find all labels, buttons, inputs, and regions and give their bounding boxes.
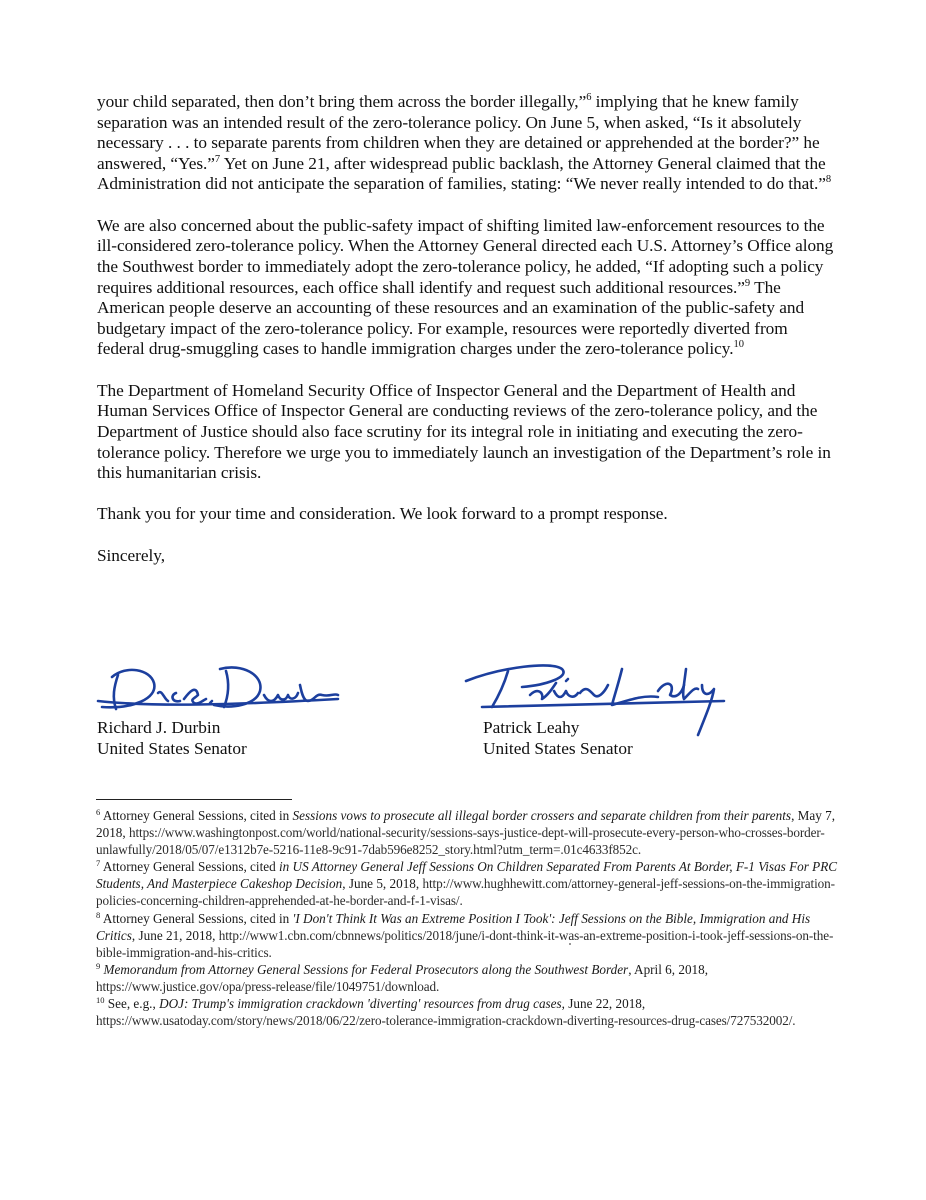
- signature-block-leahy: [483, 717, 633, 759]
- footnotes: [96, 807, 840, 1029]
- footnote-ref-10: 10: [733, 339, 744, 351]
- footnote-separator: [96, 799, 292, 800]
- paragraph-public-safety: We are also concerned about the public-safety impact of shifting limited law-enforcement resources to the ill-considered zero-tolerance policy. When the Attorney General directed each U.S. Attorney’s Office along the Southwest border to immediately adopt the zero-tolerance policy, he added, “If adopting such a policy requires additional resources, each office shall identify and request such additional resources.”$^9$ The American people deserve an accounting of these resources and an examination of the public-safety and budgetary impact of the zero-tolerance policy. For example, resources were reportedly diverted from federal drug-smuggling cases to handle immigration charges under the zero-tolerance policy.$^{10}$: [97, 215, 834, 359]
- footnote-link: http://www1.cbn.com/cbnnews/politics/2018/june/i-dont-think-it-was-an-extreme-position-i-took-jeff-sessions-on-the-bible-immigration-and-his-critics.: [96, 927, 834, 960]
- signer-name: Richard J. Durbin: [97, 718, 221, 737]
- footnote-ref-8: 8: [825, 174, 832, 186]
- closing-salutation: Sincerely,: [97, 545, 165, 565]
- signer-title: United States Senator: [97, 739, 247, 758]
- footnote-ref-9: 9: [744, 277, 751, 289]
- footnote-ref-7: 7: [214, 153, 221, 165]
- paragraph-investigation-request: The Department of Homeland Security Office of Inspector General and the Department of Health and Human Services Office of Inspector General are conducting reviews of the zero-tolerance policy, and the Department of Justice should also face scrutiny for its integral role in initiating and executing the zero-tolerance policy. Therefore we urge you to immediately launch an investigation of the Department’s role in this humanitarian crisis.: [97, 380, 831, 483]
- signer-name: Patrick Leahy: [483, 718, 580, 737]
- footnote-link: https://www.usatoday.com/story/news/2018/06/22/zero-tolerance-immigration-crackdown-diverting-resources-drug-cases/727532002/.: [96, 1013, 796, 1029]
- footnote-8: $^8$ Attorney General Sessions, cited in 'I Don't Think It Was an Extreme Position I Took': Jeff Sessions on the Bible, Immigration and His Critics, June 21, 2018, http://www1.cbn.com/cbnnews/politics/2018/june/i-dont-think-it-was-an-extreme-position-i-took-jeff-sessions-on-the-bible-immigration-and-his-critics.: [96, 909, 834, 960]
- footnote-link: https://www.washingtonpost.com/world/national-security/sessions-says-justice-dept-will-prosecute-every-person-who-crosses-border-unlawfully/2018/05/07/e1312b7e-5216-11e8-9c91-7dab596e8252_story.html?utm_term=.01c4633f852c.: [96, 825, 825, 858]
- footnote-link: https://www.justice.gov/opa/press-release/file/1049751/download.: [96, 978, 440, 994]
- footnote-ref-6: 6: [586, 92, 592, 103]
- paragraph-thanks: Thank you for your time and consideration. We look forward to a prompt response.: [97, 504, 668, 524]
- paragraph-family-separation: your child separated, then don’t bring them across the border illegally,”$^6$ implying that he knew family separation was an intended result of the zero-tolerance policy. On June 5, when asked, “Is it absolutely necessary . . . to separate parents from children when they are detained or apprehended at the border?” he answered, “Yes.”$^7$ Yet on June 21, after widespread public backlash, the Attorney General claimed that the Administration did not anticipate the separation of families, stating: “We never really intended to do that.”$^8$: [97, 92, 832, 194]
- footnote-6: $^6$ Attorney General Sessions, cited in Sessions vows to prosecute all illegal border crossers and separate children from their parents, May 7, 2018, https://www.washingtonpost.com/world/national-security/sessions-says-justice-dept-will-prosecute-every-person-who-crosses-border-unlawfully/2018/05/07/e1312b7e-5216-11e8-9c91-7dab596e8252_story.html?utm_term=.01c4633f852c.: [96, 807, 836, 858]
- footnote-7: $^7$ Attorney General Sessions, cited in US Attorney General Jeff Sessions On Children Separated From Parents At Border, F-1 Visas For PRC Students, And Masterpiece Cakeshop Decision, June 5, 2018, http://www.hughhewitt.com/attorney-general-jeff-sessions-on-the-immigration-policies-concerning-children-apprehended-at-he-border-and-f-1-visas/.: [96, 858, 838, 909]
- letter-body: [97, 92, 839, 587]
- footnote-link: http://www.hughhewitt.com/attorney-general-jeff-sessions-on-the-immigration-policies-concerning-children-apprehended-at-he-border-and-f-1-visas/.: [96, 876, 835, 909]
- footnote-9: $^9$ Memorandum from Attorney General Sessions for Federal Prosecutors along the Southwest Border, April 6, 2018, https://www.justice.gov/opa/press-release/file/1049751/download.: [96, 960, 709, 994]
- durbin-signature: [92, 655, 342, 715]
- signature-block-durbin: [97, 717, 247, 759]
- footnote-10: $^{10}$ See, e.g., DOJ: Trump's immigration crackdown 'diverting' resources from drug cases, June 22, 2018, https://www.usatoday.com/story/news/2018/06/22/zero-tolerance-immigration-crackdown-diverting-resources-drug-cases/727532002/.: [96, 995, 796, 1029]
- signer-title: United States Senator: [483, 739, 633, 758]
- scan-speck: [569, 943, 571, 945]
